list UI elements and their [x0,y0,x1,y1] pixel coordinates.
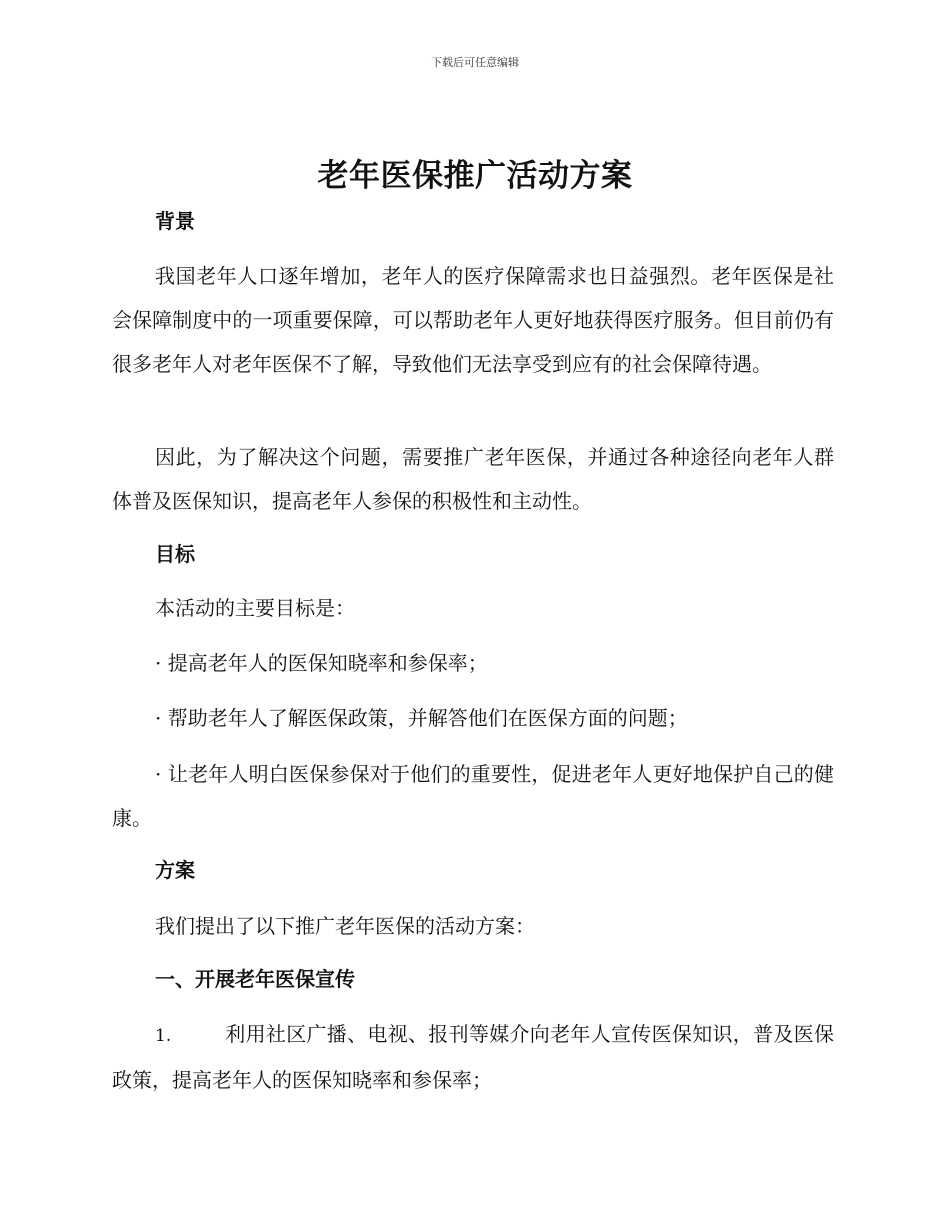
plan-numbered-1-wrap [112,1012,834,1102]
goals-list-item: · 让老年人明白医保参保对于他们的重要性，促进老年人更好地保护自己的健康。 [112,762,834,830]
document-title: 老年医保推广活动方案 [317,158,633,194]
plan-subheading-1: 一、开展老年医保宣传 [155,967,355,991]
section-background-heading-wrap [112,207,834,235]
plan-intro: 我们提出了以下推广老年医保的活动方案： [155,914,535,938]
goals-item-3-wrap [112,752,834,840]
background-paragraph-1-wrap [112,254,834,386]
section-plan-heading-wrap [112,856,834,884]
plan-numbered-item [112,1012,834,1102]
section-heading-background: 背景 [155,209,195,233]
goals-item-2-wrap [112,704,834,732]
plan-numbered-item-number: 1. [155,1026,172,1046]
goals-intro: 本活动的主要目标是： [155,596,355,620]
goals-list-item: · 提高老年人的医保知晓率和参保率； [155,651,488,675]
goals-item-1-wrap [112,649,834,677]
background-paragraph-1: 我国老年人口逐年增加，老年人的医疗保障需求也日益强烈。老年医保是社会保障制度中的一项重要保障，可以帮助老年人更好地获得医疗服务。但目前仍有很多老年人对老年医保不了解，导致他们无法享受到应有的社会保障待遇。 [112,264,834,376]
section-heading-plan: 方案 [155,858,195,882]
goals-intro-wrap [112,594,834,622]
plan-intro-wrap [112,912,834,940]
goals-list-item: · 帮助老年人了解医保政策，并解答他们在医保方面的问题； [155,706,688,730]
background-paragraph-2-wrap [112,435,834,523]
plan-numbered-item-text: 利用社区广播、电视、报刊等媒介向老年人宣传医保知识，普及医保政策，提高老年人的医保知晓率和参保率； [112,1022,834,1092]
section-heading-goals: 目标 [155,542,195,566]
page-header-note: 下载后可任意编辑 [431,56,519,69]
background-paragraph-2: 因此，为了解决这个问题，需要推广老年医保，并通过各种途径向老年人群体普及医保知识，提高老年人参保的积极性和主动性。 [112,445,834,513]
section-goals-heading-wrap [112,540,834,568]
plan-subheading-wrap [112,965,834,993]
